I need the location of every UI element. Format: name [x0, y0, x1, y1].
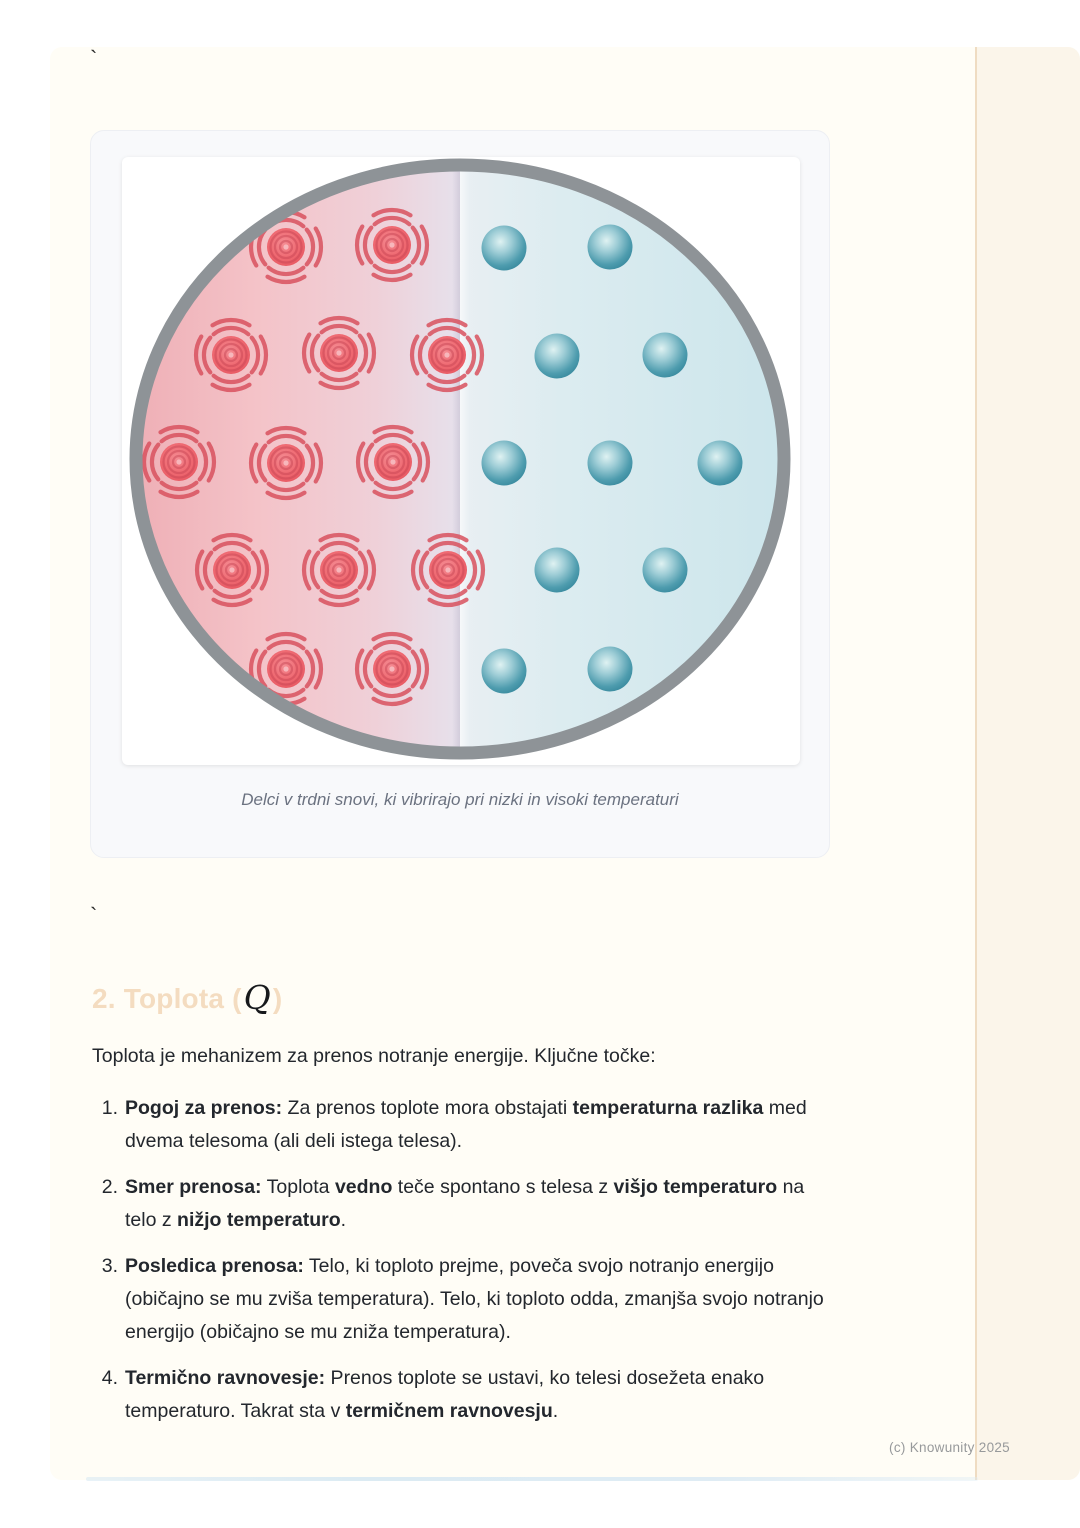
bottom-page-divider: [86, 1477, 978, 1481]
right-margin-strip: [977, 47, 1080, 1480]
backtick-middle: `: [90, 903, 98, 928]
list-item-number: 2.: [101, 1176, 118, 1198]
figure-image: [122, 157, 800, 765]
list-item: [92, 1171, 834, 1237]
intro-paragraph: Toplota je mehanizem za prenos notranje energije. Ključne točke:: [92, 1045, 656, 1067]
vertical-guide-line: [975, 47, 977, 1480]
backtick-top: `: [90, 46, 98, 71]
particles-diagram: [122, 157, 800, 763]
list-item: [92, 1362, 834, 1428]
list-item-text: Posledica prenosa: Telo, ki toploto prejme, poveča svojo notranjo energijo (običajno se mu zviša temperatura). Telo, ki toploto odda, zmanjša svojo notranjo energijo (običajno se mu zniža temperatura).: [125, 1255, 824, 1343]
list-item-number: 3.: [101, 1255, 118, 1277]
list-item-text: Smer prenosa: Toplota vedno teče spontano s telesa z višjo temperaturo na telo z nižjo temperaturo.: [125, 1176, 805, 1231]
heading-suffix: ): [272, 983, 283, 1014]
section-heading: [92, 976, 282, 1020]
figure-caption: Delci v trdni snovi, ki vibrirajo pri nizki in visoki temperaturi: [241, 790, 679, 809]
footer-credit: (c) Knowunity 2025: [889, 1440, 1010, 1455]
heading-q-symbol: Q: [243, 978, 271, 1017]
list-item: [92, 1250, 834, 1349]
figure-card: [90, 130, 830, 858]
list-item-text: Pogoj za prenos: Za prenos toplote mora obstajati temperaturna razlika med dvema telesoma (ali deli istega telesa).: [125, 1097, 807, 1152]
list-item-number: 4.: [101, 1367, 118, 1389]
list-item-number: 1.: [101, 1097, 118, 1119]
list-item-text: Termično ravnovesje: Prenos toplote se ustavi, ko telesi dosežeta enako temperaturo. Takrat sta v termičnem ravnovesju.: [125, 1367, 765, 1422]
heading-prefix: 2. Toplota (: [92, 983, 242, 1014]
numbered-list: [92, 1092, 834, 1441]
list-item: [92, 1092, 834, 1158]
